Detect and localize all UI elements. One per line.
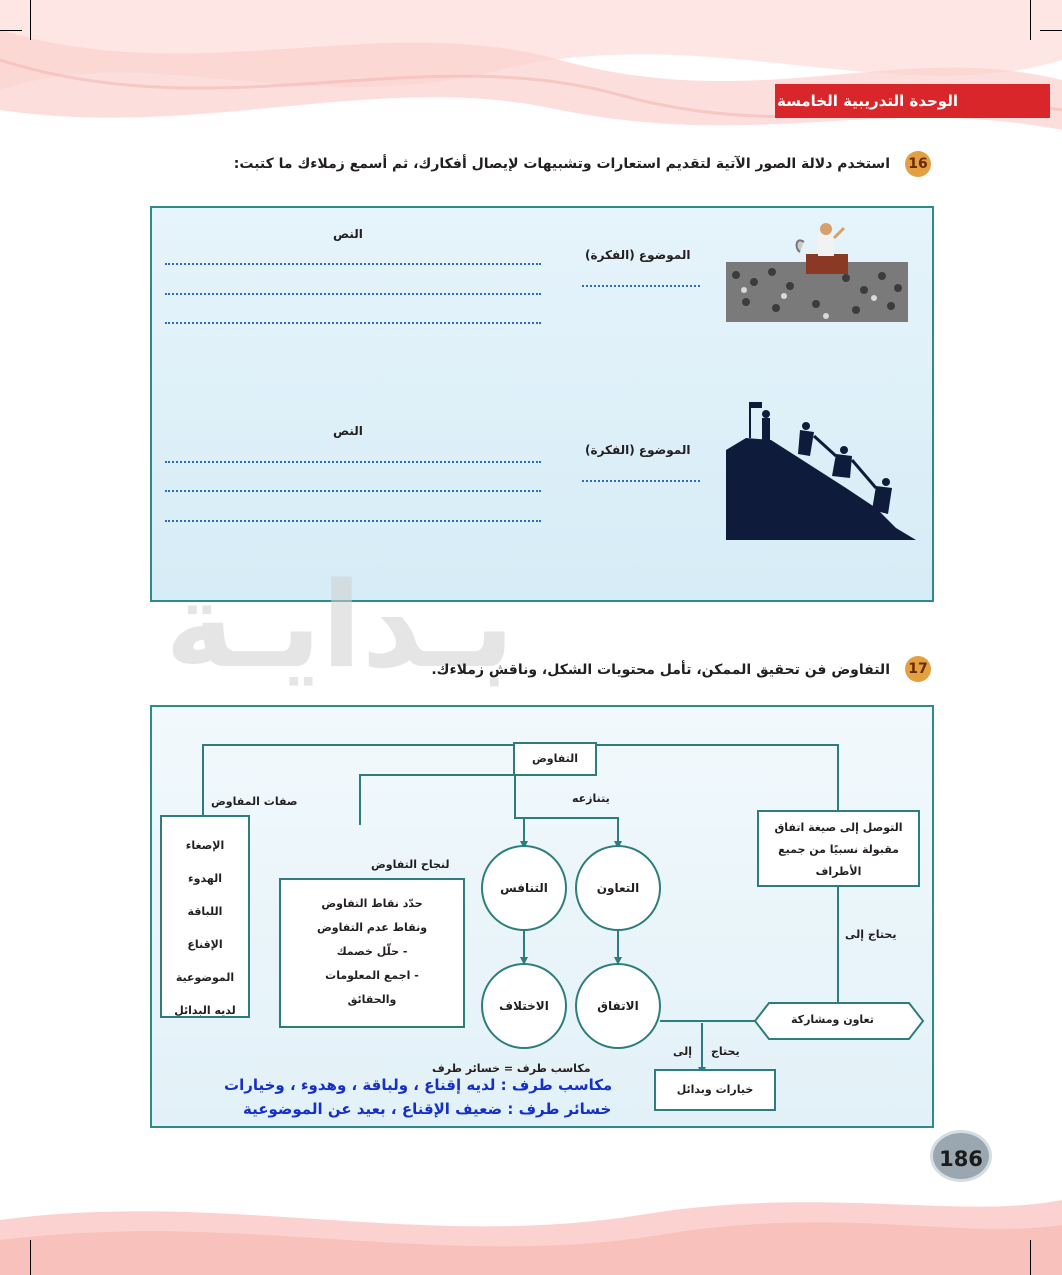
goal-line: الأطراف — [815, 865, 862, 878]
cooperation-participation-label: تعاون ومشاركة — [791, 1013, 874, 1026]
success-line: - حلّل خصمك — [336, 945, 408, 958]
mountain-climbers-image — [726, 398, 916, 540]
negotiation-root-box: التفاوض — [513, 742, 597, 776]
agreement-goal-box — [757, 810, 920, 887]
attribute-item: لديه البدائل — [174, 1004, 236, 1017]
agreement-circle: الاتفاق — [575, 963, 661, 1049]
negotiator-attributes-box — [160, 815, 250, 1018]
topic-answer-line-1[interactable] — [582, 285, 700, 287]
success-line: والحقائق — [347, 993, 397, 1006]
conflicts-label: يتنازعه — [572, 792, 610, 805]
attribute-item: الهدوء — [188, 872, 222, 885]
crop-mark — [30, 1240, 31, 1275]
crowd-leader-image — [726, 220, 908, 322]
success-line: حدّد نقاط التفاوض — [321, 897, 423, 910]
negotiation-success-box — [279, 878, 465, 1028]
attribute-item: اللباقة — [187, 905, 223, 918]
cooperation-circle: التعاون — [575, 845, 661, 931]
crop-mark — [1040, 30, 1062, 31]
attribute-item: الموضوعية — [175, 971, 235, 984]
needs-label-1: يحتاج إلى — [845, 928, 897, 941]
question-16-number: 16 — [905, 151, 931, 177]
topic-answer-line-2[interactable] — [582, 480, 700, 482]
competition-circle: التنافس — [481, 845, 567, 931]
text-label-1: النص — [333, 227, 363, 241]
success-line: - اجمع المعلومات — [325, 969, 419, 982]
needs-label-2a: يحتاج — [711, 1045, 740, 1058]
text-answer-line[interactable] — [165, 461, 541, 463]
needs-label-2b: إلى — [673, 1045, 693, 1058]
crop-mark — [1030, 0, 1031, 40]
gains-losses-label: مكاسب طرف = خسائر طرف — [432, 1062, 591, 1075]
goal-line: مقبولة نسبيًا من جميع — [778, 843, 899, 856]
success-label: لنجاح التفاوض — [371, 858, 450, 871]
text-answer-line[interactable] — [165, 263, 541, 265]
question-16-prompt: استخدم دلالة الصور الآتية لتقديم استعارات وتشبيهات لإيصال أفكارك، ثم أسمع زملاءك ما كتبت: — [233, 156, 890, 172]
text-answer-line[interactable] — [165, 490, 541, 492]
topic-label-1: الموضوع (الفكرة) — [585, 248, 691, 262]
topic-label-2: الموضوع (الفكرة) — [585, 443, 691, 457]
crop-mark — [30, 0, 31, 40]
answer-line-2: خسائر طرف : ضعيف الإقناع ، بعيد عن الموضوعية — [243, 1100, 612, 1118]
goal-line: التوصل إلى صيغة اتفاق — [774, 821, 903, 834]
text-answer-line[interactable] — [165, 520, 541, 522]
question-17-number: 17 — [905, 656, 931, 682]
text-label-2: النص — [333, 424, 363, 438]
options-box: خيارات وبدائل — [654, 1069, 776, 1111]
crop-mark — [0, 30, 22, 31]
text-answer-line[interactable] — [165, 293, 541, 295]
question-17-prompt: التفاوض فن تحقيق الممكن، تأمل محتويات الشكل، وناقش زملاءك. — [431, 662, 890, 678]
success-line: ونقاط عدم التفاوض — [316, 921, 428, 934]
attributes-label: صفات المفاوض — [211, 795, 298, 808]
watermark-logo-text: بـدايـة — [165, 556, 515, 694]
unit-title-banner: الوحدة التدريبية الخامسة — [775, 84, 1050, 118]
bottom-wave-decoration — [0, 1180, 1062, 1275]
page-number: 186 — [930, 1130, 992, 1182]
attribute-item: الإصغاء — [185, 839, 225, 852]
crop-mark — [1030, 1240, 1031, 1275]
attribute-item: الإقناع — [187, 938, 223, 951]
disagreement-circle: الاختلاف — [481, 963, 567, 1049]
text-answer-line[interactable] — [165, 322, 541, 324]
answer-line-1: مكاسب طرف : لديه إقناع ، ولباقة ، وهدوء ، وخيارات — [224, 1076, 613, 1094]
